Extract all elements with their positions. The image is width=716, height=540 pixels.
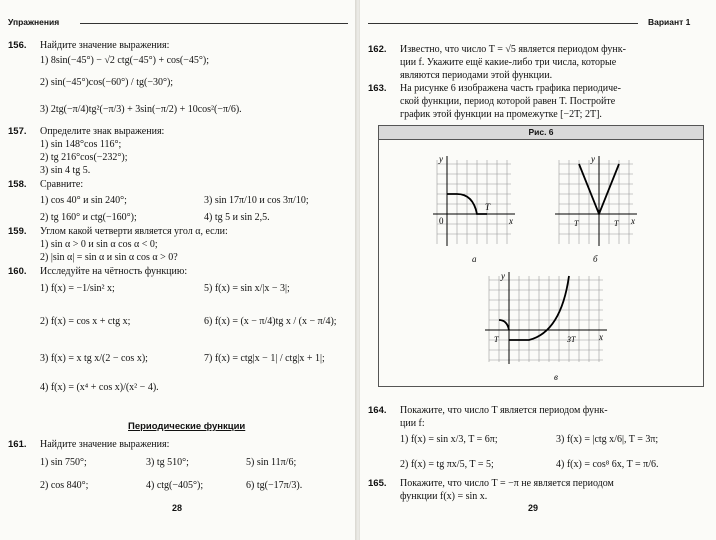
problem-item: 6) f(x) = (x − π/4)tg x / (x − π/4); bbox=[204, 316, 337, 327]
problem-number: 157. bbox=[8, 126, 27, 137]
graph-c bbox=[481, 270, 611, 370]
axis-label-x: x bbox=[631, 216, 635, 226]
graph-b bbox=[551, 152, 641, 252]
axis-label-x: x bbox=[509, 216, 513, 226]
problem-item: 3) f(x) = |ctg x/6|, T = 3π; bbox=[556, 434, 659, 445]
problem-number: 160. bbox=[8, 266, 27, 277]
tick-label-T: T bbox=[494, 335, 499, 344]
problem-item: 4) ctg(−405°); bbox=[146, 480, 204, 491]
problem-number: 162. bbox=[368, 44, 387, 55]
problem-item: 2) cos 840°; bbox=[40, 480, 89, 491]
section-title: Периодические функции bbox=[128, 421, 246, 432]
problem-item: 1) sin α > 0 и sin α cos α < 0; bbox=[40, 239, 158, 250]
caption-c: в bbox=[554, 372, 558, 382]
problem-item: 7) f(x) = ctg|x − 1| / ctg|x + 1|; bbox=[204, 353, 325, 364]
running-head: Упражнения bbox=[8, 17, 60, 27]
header-rule bbox=[368, 23, 638, 24]
tick-label-3T: 3T bbox=[567, 335, 576, 344]
problem-text-line: ской функции, период которой равен T. Постройте bbox=[400, 96, 616, 107]
page-number: 29 bbox=[528, 503, 539, 513]
problem-text-line: являются периодами этой функции. bbox=[400, 70, 553, 81]
problem-item: 2) f(x) = tg πx/5, T = 5; bbox=[400, 459, 494, 470]
problem-text-line: ции f: bbox=[400, 418, 425, 429]
caption-b: б bbox=[593, 254, 598, 264]
graph-a bbox=[429, 152, 519, 252]
problem-text-line: Покажите, что число T является периодом функ- bbox=[400, 405, 608, 416]
axis-label-y: y bbox=[501, 271, 505, 281]
caption-a: а bbox=[472, 254, 477, 264]
problem-item: 3) sin 4 tg 5. bbox=[40, 165, 91, 176]
problem-item: 1) cos 40° и sin 240°; bbox=[40, 195, 127, 206]
problem-item: 3) f(x) = x tg x/(2 − cos x); bbox=[40, 353, 148, 364]
problem-text-line: функции f(x) = sin x. bbox=[400, 491, 488, 502]
problem-title: Найдите значение выражения: bbox=[40, 439, 170, 450]
problem-text-line: На рисунке 6 изображена часть графика периодиче- bbox=[400, 83, 621, 94]
problem-number: 158. bbox=[8, 179, 27, 190]
left-page bbox=[0, 0, 356, 540]
problem-number: 163. bbox=[368, 83, 387, 94]
problem-text-line: Покажите, что число T = −π не является периодом bbox=[400, 478, 614, 489]
problem-item: 2) |sin α| = sin α и sin α cos α > 0? bbox=[40, 252, 178, 263]
page-number: 28 bbox=[172, 503, 183, 513]
problem-number: 159. bbox=[8, 226, 27, 237]
problem-item: 4) tg 5 и sin 2,5. bbox=[204, 212, 270, 223]
header-rule bbox=[80, 23, 348, 24]
problem-item: 3) tg 510°; bbox=[146, 457, 189, 468]
problem-item: 6) tg(−17π/3). bbox=[246, 480, 303, 491]
problem-text-line: ции f. Укажите ещё какие-либо три числа, которые bbox=[400, 57, 617, 68]
problem-text-line: Известно, что число T = √5 является периодом функ- bbox=[400, 44, 626, 55]
problem-item: 2) f(x) = cos x + ctg x; bbox=[40, 316, 131, 327]
problem-item: 2) tg 216°cos(−232°); bbox=[40, 152, 128, 163]
problem-text-line: график этой функции на промежутке [−2T; 2T]. bbox=[400, 109, 602, 120]
problem-title: Углом какой четверти является угол α, если: bbox=[40, 226, 228, 237]
axis-label-y: y bbox=[439, 154, 443, 164]
problem-item: 3) 2tg(−π/4)tg²(−π/3) + 3sin(−π/2) + 10cos²(−π/6). bbox=[40, 104, 242, 115]
axis-label-x: x bbox=[599, 332, 603, 342]
running-head: Вариант 1 bbox=[648, 17, 691, 27]
right-page bbox=[360, 0, 716, 540]
problem-item: 2) sin(−45°)cos(−60°) / tg(−30°); bbox=[40, 77, 174, 88]
problem-title: Сравните: bbox=[40, 179, 84, 190]
tick-label-T: T bbox=[574, 219, 579, 228]
tick-label-T: T bbox=[485, 202, 491, 212]
problem-number: 161. bbox=[8, 439, 27, 450]
tick-label-T: T bbox=[571, 335, 576, 344]
axis-label-y: y bbox=[591, 154, 595, 164]
problem-item: 4) f(x) = cos⁸ 6x, T = π/6. bbox=[556, 459, 659, 470]
problem-number: 165. bbox=[368, 478, 387, 489]
problem-item: 1) sin 750°; bbox=[40, 457, 87, 468]
figure-title: Рис. 6 bbox=[379, 126, 703, 140]
tick-label-T: T bbox=[614, 219, 619, 228]
problem-number: 156. bbox=[8, 40, 27, 51]
problem-item: 1) 8sin(−45°) − √2 ctg(−45°) + cos(−45°); bbox=[40, 55, 209, 66]
problem-item: 4) f(x) = (x⁴ + cos x)/(x² − 4). bbox=[40, 382, 159, 393]
problem-item: 1) f(x) = sin x/3, T = 6π; bbox=[400, 434, 498, 445]
problem-number: 164. bbox=[368, 405, 387, 416]
problem-title: Исследуйте на чётность функцию: bbox=[40, 266, 188, 277]
problem-title: Найдите значение выражения: bbox=[40, 40, 170, 51]
problem-item: 1) f(x) = −1/sin² x; bbox=[40, 283, 115, 294]
problem-item: 5) f(x) = sin x/|x − 3|; bbox=[204, 283, 290, 294]
problem-item: 3) sin 17π/10 и cos 3π/10; bbox=[204, 195, 309, 206]
problem-title: Определите знак выражения: bbox=[40, 126, 165, 137]
origin-label: 0 bbox=[439, 216, 444, 226]
problem-item: 2) tg 160° и ctg(−160°); bbox=[40, 212, 137, 223]
problem-item: 5) sin 11π/6; bbox=[246, 457, 297, 468]
problem-item: 1) sin 148°cos 116°; bbox=[40, 139, 122, 150]
figure-box bbox=[378, 125, 704, 387]
